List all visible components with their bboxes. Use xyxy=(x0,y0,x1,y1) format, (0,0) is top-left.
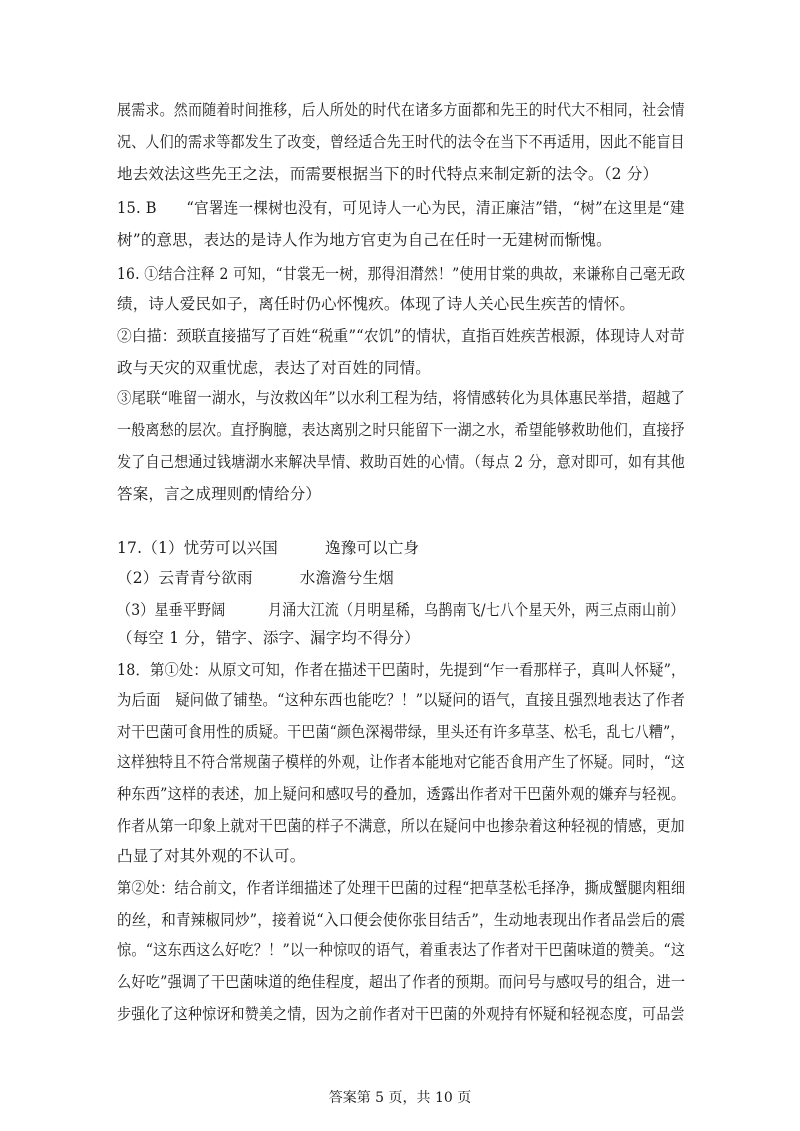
text-line: 发了自己想通过钱塘湖水来解决旱情、救助百姓的心情。（每点 2 分，意对即可，如有其他 xyxy=(117,453,686,471)
text-line: 政与天灾的双重忧虑，表达了对百姓的同情。 xyxy=(117,359,432,377)
text-line: 第②处：结合前文，作者详细描述了处理干巴菌的过程“把草茎松毛择净，撕成蟹腿肉粗细 xyxy=(117,879,686,897)
text-line: （3）星垂平野阔 月涌大江流（月明星稀，乌鹊南飞/七八个星天外，两三点雨山前） xyxy=(117,601,685,619)
text-line: 对干巴菌可食用性的质疑。干巴菌“颜色深褐带绿，里头还有许多草茎、松毛，乱七八糟”， xyxy=(117,723,685,741)
text-line: 为后面 疑问做了铺垫。“这种东西也能吃？！”以疑问的语气，直接且强烈地表达了作者 xyxy=(117,691,686,709)
text-line: 18．第①处：从原文可知，作者在描述干巴菌时，先提到“乍一看那样子，真叫人怀疑”， xyxy=(117,661,686,679)
text-line: （2）云青青兮欲雨 水澹澹兮生烟 xyxy=(117,569,394,587)
text-line: 树”的意思，表达的是诗人作为地方官吏为自己在任时一无建树而惭愧。 xyxy=(117,231,612,249)
text-line: ③尾联“唯留一湖水，与汝救凶年”以水利工程为结，将情感转化为具体惠民举措，超越了 xyxy=(117,389,686,407)
text-line: 展需求。然而随着时间推移，后人所处的时代在诸多方面都和先王的时代大不相同，社会情 xyxy=(117,101,685,119)
text-line: 况、人们的需求等都发生了改变，曾经适合先王时代的法令在当下不再适用，因此不能盲目 xyxy=(117,133,685,151)
text-line: 作者从第一印象上就对干巴菌的样子不满意，所以在疑问中也掺杂着这种轻视的情感，更加 xyxy=(117,817,685,835)
page-footer: 答案第 5 页，共 10 页 xyxy=(328,1090,472,1106)
text-line: ②白描：颈联直接描写了百姓“税重”“农饥”的情状，直指百姓疾苦根源，体现诗人对苛 xyxy=(117,327,685,345)
text-line: 17.（1）忧劳可以兴国 逸豫可以亡身 xyxy=(117,539,420,557)
text-line: 么好吃”强调了干巴菌味道的绝佳程度，超出了作者的预期。而问号与感叹号的组合，进一 xyxy=(117,973,686,991)
text-line: 这样独特且不符合常规菌子模样的外观，让作者本能地对它能否食用产生了怀疑。同时，“这 xyxy=(117,753,686,771)
text-line: 答案，言之成理则酌情给分） xyxy=(117,485,322,503)
text-line: 步强化了这种惊讶和赞美之情，因为之前作者对干巴菌的外观持有怀疑和轻视态度，可品尝 xyxy=(117,1005,685,1023)
text-line: （每空 1 分，错字、添字、漏字均不得分） xyxy=(117,629,420,647)
text-line: 种东西”这样的表述，加上疑问和感叹号的叠加，透露出作者对干巴菌外观的嫌弃与轻视。 xyxy=(117,785,686,803)
text-line: 凸显了对其外观的不认可。 xyxy=(117,847,306,865)
text-line: 惊。“这东西这么好吃？！”以一种惊叹的语气，着重表达了作者对干巴菌味道的赞美。“这 xyxy=(117,941,686,959)
text-line: 的丝，和青辣椒同炒”，接着说“入口便会使你张目结舌”，生动地表现出作者品尝后的震 xyxy=(117,911,686,929)
text-line: 地去效法这些先王之法，而需要根据当下的时代特点来制定新的法令。（2 分） xyxy=(117,165,659,183)
text-line: 15. B “官署连一棵树也没有，可见诗人一心为民，清正廉洁”错，“树”在这里是“建 xyxy=(117,199,685,217)
text-line: 16. ①结合注释 2 可知，“甘裳无一树，那得泪潸然！”使用甘棠的典故，来谦称自己毫无政 xyxy=(117,265,686,283)
text-line: 绩，诗人爱民如子，离任时仍心怀愧疚。体现了诗人关心民生疾苦的情怀。 xyxy=(117,295,636,313)
text-line: 一般离愁的层次。直抒胸臆，表达离别之时只能留下一湖之水，希望能够救助他们，直接抒 xyxy=(117,421,685,439)
